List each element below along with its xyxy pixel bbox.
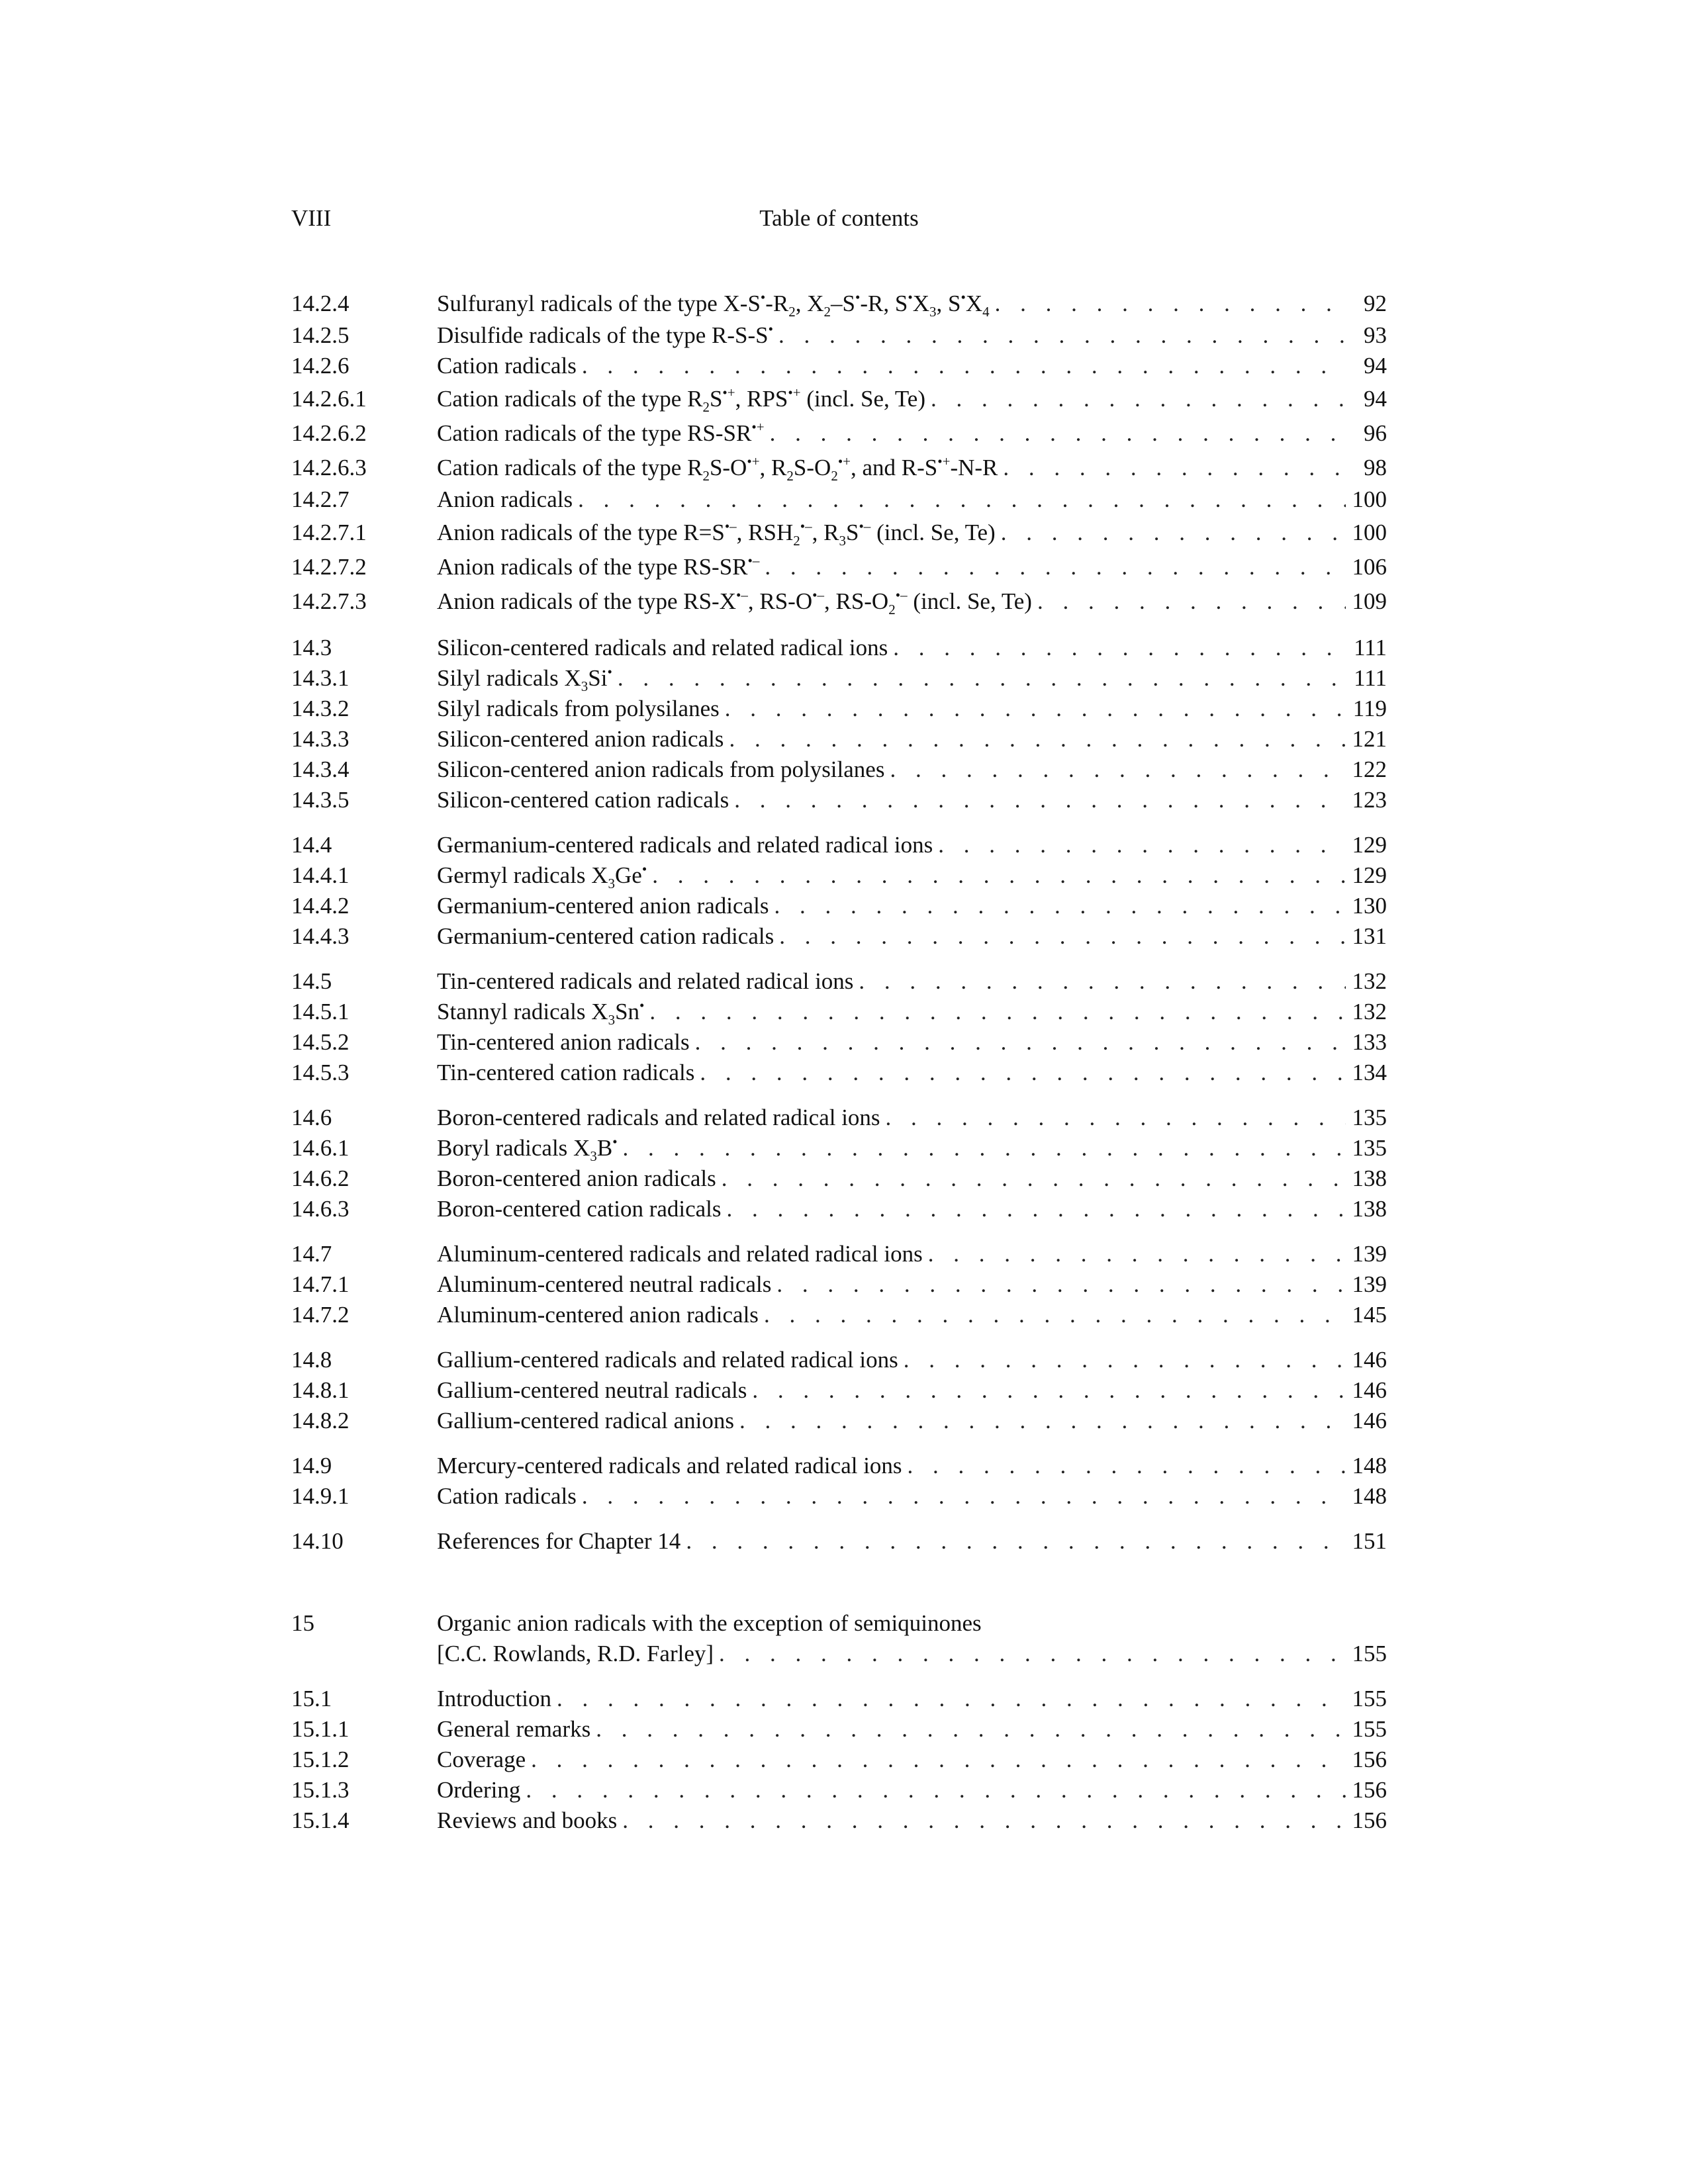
entry-title: Cation radicals of the type $R_2S^{•+}$, RPS•+ (incl. Se, Te)	[437, 385, 925, 415]
entry-title: Cation radicals of the type $R_2S-O^{•+}$, $R_2S-O_2^{•+}$, and R-S•+-N-R	[437, 453, 998, 484]
entry-page: 94	[1364, 386, 1387, 412]
entry-number: 14.2.7	[291, 486, 350, 512]
toc-entry[interactable]	[291, 1058, 1387, 1088]
toc-entry[interactable]	[291, 351, 1387, 381]
entry-number: 14.8	[291, 1347, 332, 1373]
entry-page: 96	[1364, 420, 1387, 446]
toc-entry[interactable]	[291, 320, 1387, 351]
dot-leader	[990, 286, 1346, 322]
dot-leader	[853, 966, 1346, 997]
entry-number: 14.9	[291, 1453, 332, 1479]
dot-leader	[759, 1300, 1346, 1330]
entry-title: Anion radicals	[437, 486, 573, 512]
toc-entry[interactable]	[291, 1027, 1387, 1058]
toc-entry[interactable]	[291, 754, 1387, 785]
toc-group	[291, 830, 1387, 952]
dot-leader	[925, 381, 1346, 417]
dot-leader	[680, 1526, 1346, 1557]
entry-title: Germanium-centered radicals and related radical ions	[437, 832, 933, 858]
toc-group	[291, 1103, 1387, 1224]
toc-entry[interactable]	[291, 663, 1387, 694]
dot-leader	[644, 997, 1346, 1027]
dot-leader	[694, 1058, 1346, 1088]
entry-title: Aluminum-centered neutral radicals	[437, 1271, 772, 1297]
entry-number: 14.6.3	[291, 1196, 350, 1222]
toc-entry[interactable]	[291, 1133, 1387, 1163]
entry-title: Gallium-centered radical anions	[437, 1408, 734, 1433]
dot-leader	[747, 1375, 1346, 1406]
dot-leader	[1032, 584, 1346, 619]
entry-title: Anion radicals of the type RS-X•–, RS-O•–, $RS-O_2^{•-}$ (incl. Se, Te)	[437, 587, 1032, 617]
entry-page: 148	[1352, 1483, 1387, 1509]
entry-title: Introduction	[437, 1686, 552, 1711]
entry-page: 111	[1354, 665, 1387, 691]
dot-leader	[617, 1805, 1346, 1836]
toc-entry[interactable]	[291, 1406, 1387, 1436]
entry-page: 98	[1364, 455, 1387, 480]
entry-title: Silyl radicals $X_3Si^•$	[437, 664, 612, 694]
entry-title: Coverage	[437, 1747, 526, 1772]
toc-entry[interactable]	[291, 484, 1387, 515]
entry-page: 145	[1352, 1302, 1387, 1328]
toc-group	[291, 966, 1387, 1088]
entry-number: 14.2.6.2	[291, 420, 367, 446]
entry-number: 14.10	[291, 1528, 344, 1554]
toc-entry[interactable]	[291, 1481, 1387, 1512]
entry-number: 14.7.1	[291, 1271, 350, 1297]
page-folio: VIII	[291, 205, 332, 231]
toc-entry[interactable]	[291, 416, 1387, 450]
entry-page: 122	[1352, 756, 1387, 782]
entry-number: 14.3.5	[291, 787, 350, 813]
dot-leader	[729, 785, 1346, 815]
entry-title: Disulfide radicals of the type R-S-S•	[437, 321, 773, 348]
entry-number: 15.1	[291, 1686, 332, 1711]
entry-title: Sulfuranyl radicals of the type $X-S^•-R_2$, $X_2-S^•-R$, $S^•X_3$, $S^•X_4$	[437, 289, 990, 320]
entry-title: Aluminum-centered anion radicals	[437, 1302, 759, 1328]
entry-title: Stannyl radicals $X_3Sn^•$	[437, 997, 645, 1028]
entry-number: 14.3.3	[291, 726, 350, 752]
dot-leader	[880, 1103, 1346, 1133]
dot-leader	[618, 1133, 1346, 1163]
toc-entry[interactable]	[291, 1163, 1387, 1194]
dot-leader	[888, 633, 1346, 663]
entry-title: Silicon-centered cation radicals	[437, 787, 729, 813]
entry-page: 155	[1352, 1716, 1387, 1742]
toc-entry[interactable]	[291, 966, 1387, 997]
entry-page: 123	[1352, 787, 1387, 813]
toc-entry[interactable]	[291, 1300, 1387, 1330]
dot-leader	[773, 320, 1346, 351]
toc-entry[interactable]	[291, 860, 1387, 891]
entry-page: 135	[1352, 1105, 1387, 1130]
entry-title: Ordering	[437, 1777, 521, 1803]
entry-page: 156	[1352, 1807, 1387, 1833]
entry-number: 14.5.3	[291, 1060, 350, 1085]
entry-title: Cation radicals of the type RS-SR•+	[437, 419, 765, 446]
entry-page: 155	[1352, 1641, 1387, 1666]
dot-leader	[647, 860, 1346, 891]
toc-entry[interactable]	[291, 1714, 1387, 1745]
toc-entry[interactable]	[291, 1526, 1387, 1557]
toc-entry[interactable]	[291, 450, 1387, 484]
page-header	[291, 202, 1387, 235]
toc-entry[interactable]	[291, 1608, 1387, 1639]
entry-number: 14.2.6	[291, 353, 350, 379]
toc-entry[interactable]	[291, 584, 1387, 618]
entry-number: 14.7	[291, 1241, 332, 1267]
toc-entry[interactable]	[291, 1745, 1387, 1775]
dot-leader	[714, 1639, 1346, 1669]
entry-title: Gallium-centered neutral radicals	[437, 1377, 747, 1403]
dot-leader	[551, 1684, 1346, 1714]
entry-title: Mercury-centered radicals and related radical ions	[437, 1453, 902, 1479]
entry-number: 15.1.1	[291, 1716, 350, 1742]
entry-title: Boron-centered anion radicals	[437, 1165, 716, 1191]
entry-page: 132	[1352, 999, 1387, 1024]
entry-page: 134	[1352, 1060, 1387, 1085]
entry-page: 133	[1352, 1029, 1387, 1055]
entry-title: Silicon-centered anion radicals from polysilanes	[437, 756, 885, 782]
entry-number: 14.6.2	[291, 1165, 350, 1191]
entry-number: 14.5.1	[291, 999, 350, 1024]
entry-number: 14.3	[291, 635, 332, 660]
entry-title: Silyl radicals from polysilanes	[437, 696, 720, 721]
toc-entry[interactable]	[291, 830, 1387, 860]
entry-number: 14.4	[291, 832, 332, 858]
entry-page: 146	[1352, 1408, 1387, 1433]
entry-page: 139	[1352, 1271, 1387, 1297]
toc-entry[interactable]	[291, 549, 1387, 584]
entry-page: 156	[1352, 1747, 1387, 1772]
toc-entry[interactable]	[291, 1194, 1387, 1224]
dot-leader	[577, 351, 1346, 381]
entry-page: 111	[1354, 635, 1387, 660]
entry-page: 100	[1352, 486, 1387, 512]
entry-title: Boryl radicals $X_3B^•$	[437, 1134, 618, 1164]
entry-page: 93	[1364, 322, 1387, 348]
toc-entry[interactable]	[291, 694, 1387, 724]
entry-authors: [C.C. Rowlands, R.D. Farley]	[437, 1641, 714, 1666]
dot-leader	[769, 891, 1346, 921]
toc-entry[interactable]	[291, 921, 1387, 952]
entry-page: 131	[1352, 923, 1387, 949]
toc-entry[interactable]	[291, 1269, 1387, 1300]
entry-number: 14.6	[291, 1105, 332, 1130]
dot-leader	[902, 1451, 1346, 1481]
entry-page: 132	[1352, 968, 1387, 994]
dot-leader	[933, 830, 1346, 860]
entry-number: 14.3.1	[291, 665, 350, 691]
dot-leader	[612, 663, 1346, 694]
dot-leader	[722, 1194, 1346, 1224]
entry-page: 129	[1352, 832, 1387, 858]
dot-leader	[734, 1406, 1346, 1436]
toc-entry[interactable]	[291, 1684, 1387, 1714]
entry-number: 14.5.2	[291, 1029, 350, 1055]
toc-group	[291, 1345, 1387, 1436]
dot-leader	[996, 515, 1346, 551]
dot-leader	[520, 1775, 1346, 1805]
page-title: Table of contents	[759, 205, 919, 231]
entry-title: References for Chapter 14	[437, 1528, 681, 1554]
toc-entry[interactable]	[291, 633, 1387, 663]
dot-leader	[765, 416, 1346, 451]
entry-page: 119	[1352, 696, 1387, 721]
toc-entry[interactable]	[291, 1345, 1387, 1375]
toc-entry[interactable]	[291, 785, 1387, 815]
entry-number: 15.1.3	[291, 1777, 350, 1803]
toc-entry[interactable]	[291, 1375, 1387, 1406]
entry-number: 14.3.2	[291, 696, 350, 721]
entry-page: 148	[1352, 1453, 1387, 1479]
toc-entry[interactable]	[291, 1639, 1387, 1669]
dot-leader	[577, 1481, 1346, 1512]
toc-entry[interactable]	[291, 1103, 1387, 1133]
entry-title: Silicon-centered radicals and related radical ions	[437, 635, 888, 660]
entry-number: 14.2.7.2	[291, 554, 367, 580]
toc-group	[291, 286, 1387, 618]
entry-number: 14.4.3	[291, 923, 350, 949]
toc-entry[interactable]	[291, 286, 1387, 320]
toc-entry[interactable]	[291, 1451, 1387, 1481]
entry-title: General remarks	[437, 1716, 591, 1742]
entry-title: Cation radicals	[437, 1483, 577, 1509]
dot-leader	[898, 1345, 1346, 1375]
dot-leader	[998, 450, 1346, 486]
dot-leader	[884, 754, 1346, 785]
toc-group	[291, 633, 1387, 815]
entry-page: 130	[1352, 893, 1387, 919]
entry-number: 15	[291, 1610, 314, 1636]
entry-page: 151	[1352, 1528, 1387, 1554]
dot-leader	[774, 921, 1346, 952]
entry-number: 14.9.1	[291, 1483, 350, 1509]
entry-page: 135	[1352, 1135, 1387, 1161]
toc-group	[291, 1684, 1387, 1836]
entry-title: Boron-centered radicals and related radical ions	[437, 1105, 880, 1130]
entry-number: 14.2.5	[291, 322, 350, 348]
toc-group	[291, 1451, 1387, 1512]
entry-title: Reviews and books	[437, 1807, 618, 1833]
entry-page: 155	[1352, 1686, 1387, 1711]
entry-number: 14.4.1	[291, 862, 350, 888]
entry-title: Boron-centered cation radicals	[437, 1196, 722, 1222]
entry-page: 156	[1352, 1777, 1387, 1803]
entry-page: 138	[1352, 1165, 1387, 1191]
entry-number: 14.8.1	[291, 1377, 350, 1403]
entry-page: 106	[1352, 554, 1387, 580]
entry-number: 14.2.6.3	[291, 455, 367, 480]
entry-page: 138	[1352, 1196, 1387, 1222]
entry-page: 146	[1352, 1377, 1387, 1403]
entry-number: 15.1.4	[291, 1807, 350, 1833]
toc-entry[interactable]	[291, 381, 1387, 416]
entry-page: 121	[1352, 726, 1387, 752]
entry-number: 14.6.1	[291, 1135, 350, 1161]
entry-number: 14.2.7.3	[291, 588, 367, 614]
entry-number: 14.2.6.1	[291, 386, 367, 412]
entry-title: Germyl radicals $X_3Ge^•$	[437, 861, 647, 891]
entry-title: Anion radicals of the type R=S•–, $RSH_2^{•-}$, $R_3S^{•-}$ (incl. Se, Te)	[437, 518, 996, 549]
entry-title: Tin-centered anion radicals	[437, 1029, 690, 1055]
toc-entry[interactable]	[291, 891, 1387, 921]
dot-leader	[771, 1269, 1346, 1300]
entry-title: Cation radicals	[437, 353, 577, 379]
entry-number: 14.2.4	[291, 291, 350, 316]
entry-title: Germanium-centered cation radicals	[437, 923, 774, 949]
dot-leader	[759, 549, 1346, 585]
entry-page: 109	[1352, 588, 1387, 614]
entry-title: Tin-centered radicals and related radical ions	[437, 968, 854, 994]
dot-leader	[526, 1745, 1346, 1775]
entry-title: Tin-centered cation radicals	[437, 1060, 695, 1085]
dot-leader	[724, 724, 1346, 754]
dot-leader	[720, 694, 1346, 724]
entry-title: Organic anion radicals with the exception of semiquinones	[437, 1610, 982, 1636]
entry-number: 14.2.7.1	[291, 520, 367, 545]
entry-title: Germanium-centered anion radicals	[437, 893, 769, 919]
entry-title: Gallium-centered radicals and related radical ions	[437, 1347, 898, 1373]
entry-title: Anion radicals of the type RS-SR•–	[437, 553, 760, 580]
toc-entry[interactable]	[291, 724, 1387, 754]
toc-entry[interactable]	[291, 997, 1387, 1027]
entry-page: 146	[1352, 1347, 1387, 1373]
dot-leader	[690, 1027, 1346, 1058]
entry-number: 14.5	[291, 968, 332, 994]
entry-page: 139	[1352, 1241, 1387, 1267]
dot-leader	[590, 1714, 1346, 1745]
entry-title: Silicon-centered anion radicals	[437, 726, 724, 752]
entry-number: 15.1.2	[291, 1747, 350, 1772]
toc-entry[interactable]	[291, 1775, 1387, 1805]
entry-page: 100	[1352, 520, 1387, 545]
dot-leader	[716, 1163, 1346, 1194]
entry-page: 92	[1364, 291, 1387, 316]
table-of-contents	[291, 286, 1387, 1850]
toc-entry[interactable]	[291, 1239, 1387, 1269]
toc-group	[291, 1239, 1387, 1330]
entry-page: 129	[1352, 862, 1387, 888]
entry-title: Aluminum-centered radicals and related radical ions	[437, 1241, 923, 1267]
toc-entry[interactable]	[291, 515, 1387, 549]
entry-page: 94	[1364, 353, 1387, 379]
entry-number: 14.4.2	[291, 893, 350, 919]
toc-entry[interactable]	[291, 1805, 1387, 1836]
entry-number: 14.7.2	[291, 1302, 350, 1328]
entry-number: 14.3.4	[291, 756, 350, 782]
dot-leader	[573, 484, 1346, 515]
entry-number: 14.8.2	[291, 1408, 350, 1433]
dot-leader	[923, 1239, 1346, 1269]
toc-group	[291, 1526, 1387, 1557]
toc-chapter-heading	[291, 1608, 1387, 1669]
